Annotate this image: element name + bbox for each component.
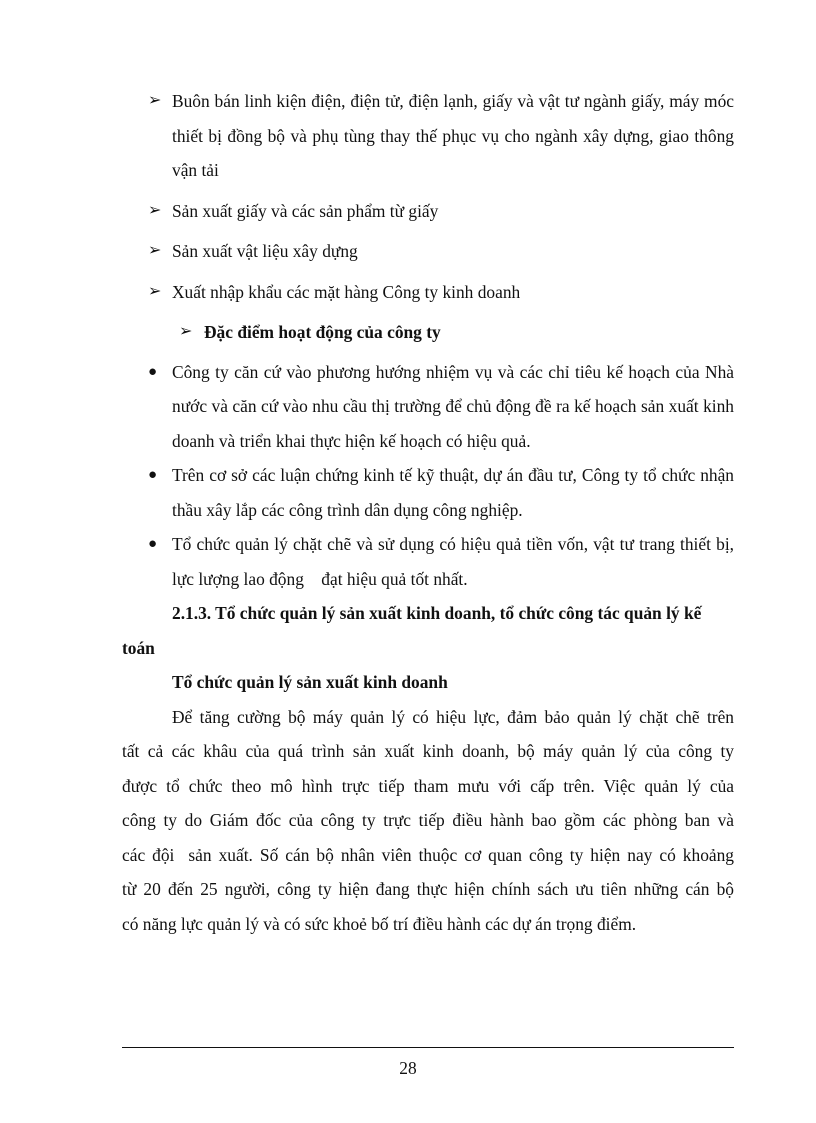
footer-divider (122, 1047, 734, 1048)
paragraph-line: công ty do Giám đốc của công ty trực tiếp điều hành bao gồm các phòng ban và (122, 810, 734, 830)
paragraph-line: có năng lực quản lý và có sức khoẻ bố trí điều hành các dự án trọng điểm. (122, 913, 637, 934)
operations-heading (122, 315, 734, 350)
operations-heading-text: Đặc điểm hoạt động của công ty (204, 322, 441, 342)
arrow-list-item-text: Buôn bán linh kiện điện, điện tử, điện lạnh, giấy và vật tư ngành giấy, máy móc thiết bị đồng bộ và phụ tùng thay thế phục vụ cho ngành xây dựng, giao thông vận tải (172, 91, 734, 180)
section-title: 2.1.3. Tổ chức quản lý sản xuất kinh doanh, tổ chức công tác quản lý kế toán (122, 603, 702, 658)
paragraph-line: được tổ chức theo mô hình trực tiếp tham mưu với cấp trên. Việc quản lý của (122, 775, 734, 796)
arrow-list-item (122, 275, 734, 310)
paragraph-line: từ 20 đến 25 người, công ty hiện đang thực hiện chính sách ưu tiên những cán bộ (122, 879, 734, 899)
bullet-list-item (122, 458, 734, 527)
arrow-list-item-text: Sản xuất giấy và các sản phẩm từ giấy (172, 200, 439, 221)
paragraph-line: các đội sản xuất. Số cán bộ nhân viên thuộc cơ quan công ty hiện nay có khoảng (122, 844, 734, 865)
dot-bullet-icon: ● (148, 363, 158, 380)
arrow-bullet-icon: ➢ (148, 242, 162, 259)
arrow-list-item (122, 234, 734, 269)
arrow-bullet-icon: ➢ (148, 201, 162, 219)
bullet-list-item-text: Công ty căn cứ vào phương hướng nhiệm vụ và các chỉ tiêu kế hoạch của Nhà nước và căn cứ vào nhu cầu thị trường để chủ động đề ra kế hoạch sản xuất kinh doanh và triển khai thực hiện kế hoạch có hiệu quả. (172, 361, 734, 451)
arrow-list-item-text: Sản xuất vật liệu xây dựng (172, 241, 358, 261)
arrow-bullet-icon: ➢ (148, 92, 162, 109)
body-paragraph (122, 700, 734, 942)
bullet-list-item-text: Tổ chức quản lý chặt chẽ và sử dụng có hiệu quả tiền vốn, vật tư trang thiết bị, lực lượng lao động đạt hiệu quả tốt nhất. (172, 534, 739, 589)
bullet-list-item (122, 527, 739, 596)
paragraph-line: tất cả các khâu của quá trình sản xuất kinh doanh, bộ máy quản lý của công ty (122, 741, 734, 761)
arrow-list-item (122, 84, 734, 188)
arrow-list-item-text: Xuất nhập khẩu các mặt hàng Công ty kinh doanh (172, 281, 521, 302)
page-number: 28 (399, 1058, 417, 1078)
arrow-bullet-icon: ➢ (179, 323, 193, 340)
page-content (122, 84, 739, 941)
dot-bullet-icon: ● (148, 536, 158, 552)
bullet-list-item (122, 355, 734, 459)
dot-bullet-icon: ● (148, 467, 158, 483)
paragraph-line: Để tăng cường bộ máy quản lý có hiệu lực, đảm bảo quản lý chặt chẽ trên (172, 706, 734, 727)
subsection-title: Tổ chức quản lý sản xuất kinh doanh (172, 672, 448, 692)
arrow-list-item (122, 194, 734, 229)
arrow-bullet-icon: ➢ (148, 282, 162, 300)
bullet-list-item-text: Trên cơ sở các luận chứng kinh tế kỹ thuật, dự án đầu tư, Công ty tổ chức nhận thầu xây lắp các công trình dân dụng công nghiệp. (172, 465, 734, 520)
